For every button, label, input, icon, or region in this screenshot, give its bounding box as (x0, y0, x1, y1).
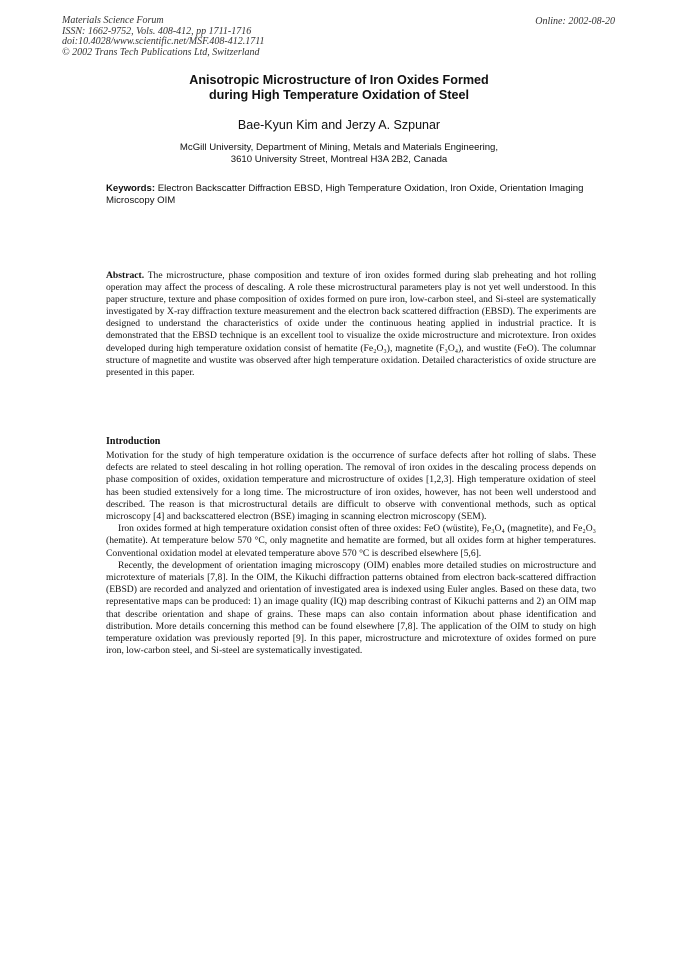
title-line-1: Anisotropic Microstructure of Iron Oxides Formed (189, 73, 489, 87)
paper-title (100, 73, 578, 103)
affiliation-line-2: 3610 University Street, Montreal H3A 2B2, Canada (230, 154, 448, 165)
issn-line: ISSN: 1662-9752, Vols. 408-412, pp 1711-1716 (62, 25, 252, 37)
title-line-2: during High Temperature Oxidation of Steel (208, 88, 470, 102)
copyright-line: © 2002 Trans Tech Publications Ltd, Switzerland (62, 46, 260, 58)
affiliation-line-1: McGill University, Department of Mining, Metals and Materials Engineering, (179, 142, 499, 153)
affiliation (120, 142, 558, 166)
introduction-body (106, 450, 596, 657)
introduction-heading: Introduction (106, 436, 161, 447)
journal-header (62, 16, 265, 58)
abstract-label: Abstract. (106, 270, 145, 281)
abstract-text: The microstructure, phase composition and texture of iron oxides formed during slab preheating and hot rolling operation may affect the process of descaling. A role these microstructural parameters play is not yet well understood. In this paper structure, texture and phase composition of oxides formed on pure iron, low-carbon steel, and Si-steel are systematically investigated by X-ray diffraction texture measurement and the electron back scattered diffraction (EBSD). The experiments are designed to understand the characteristics of oxide under the continuous heating applied in industrial practice. It is demonstrated that the EBSD technique is an excellent tool to visualize the oxide microstructure and microtexture. Iron oxides developed during high temperature oxidation consist of hematite (Fe₂O₃), magnetite (F₃O₄), and wustite (FeO). The columnar structure of magnetite and wustite was observed after high temperature oxidation. Detailed characteristics of oxide structure are presented in this paper. (106, 270, 596, 378)
journal-name: Materials Science Forum (62, 15, 164, 26)
authors: Bae-Kyun Kim and Jerzy A. Szpunar (237, 118, 441, 132)
abstract (106, 270, 596, 379)
online-date: Online: 2002-08-20 (535, 16, 615, 27)
keywords (106, 183, 606, 207)
intro-paragraph-3: Recently, the development of orientation imaging microscopy (OIM) enables more detailed studies on microstructure and microtexture of materials [7,8]. In the OIM, the Kikuchi diffraction patterns obtained from electron back-scattered diffraction (EBSD) are recorded and analyzed and orientation of investigated area is indexed using Euler angles. Based on these data, two representative maps can be produced: 1) an image quality (IQ) map describing contrast of Kikuchi patterns and 2) an OIM map that describe orientation and shape of grains. These maps can also contain information about phase identification and distribution. More details concerning this method can be found elsewhere [7,8]. The application of the OIM to study on high temperature oxidation was previously reported [9]. In this paper, microstructure and microtexture of oxides formed on pure iron, low-carbon steel, and Si-steel are systematically investigated. (106, 559, 596, 657)
keywords-label: Keywords: (106, 183, 156, 194)
intro-paragraph-2: Iron oxides formed at high temperature oxidation consist often of three oxides: FeO (wüstite), Fe₃O₄ (magnetite), and Fe₂O₃ (hematite). At temperature below 570 °C, only magnetite and hematite are formed, but all oxides form at higher temperatures. Conventional oxidation model at elevated temperature above 570 °C is described elsewhere [5,6]. (106, 523, 596, 559)
keywords-text: Electron Backscatter Diffraction EBSD, High Temperature Oxidation, Iron Oxide, Orientation Imaging Microscopy OIM (106, 183, 584, 206)
intro-paragraph-1: Motivation for the study of high temperature oxidation is the occurrence of surface defects after hot rolling of slabs. These defects are related to steel descaling in hot rolling operation. The removal of iron oxides in the descaling process depends on phase composition of oxides, oxidation temperature and microstructure of oxides [1,2,3]. High temperature oxidation of steel has been studied extensively for a long time. The microstructure of iron oxides, however, has not been well understood and described. The reason is that microstructural details are difficult to observe with conventional methods, such as optical microscopy [4] and backscattered electron (BSE) imaging in scanning electron microscopy (SEM). (106, 450, 596, 523)
doi-link[interactable]: doi:10.4028/www.scientific.net/MSF.408-412.1711 (62, 36, 265, 48)
